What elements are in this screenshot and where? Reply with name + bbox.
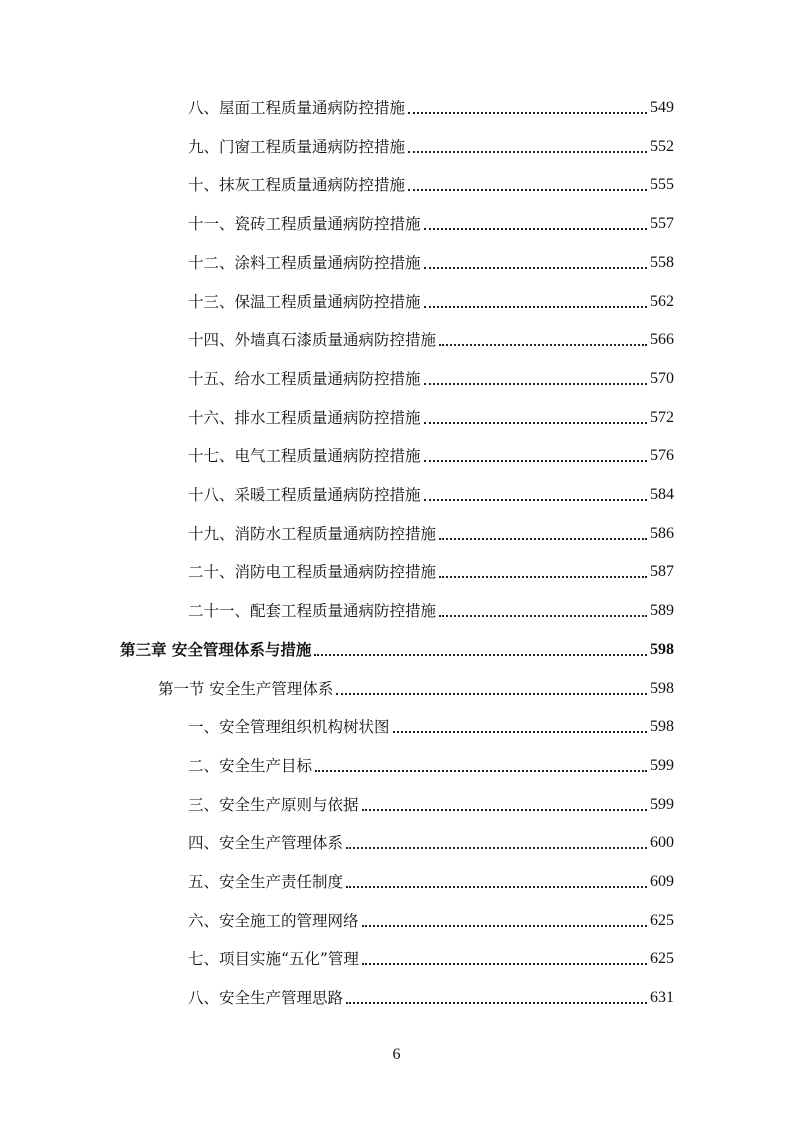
toc-dot-leader <box>424 383 647 385</box>
toc-dot-leader <box>315 770 647 772</box>
toc-entry-page: 586 <box>650 524 674 542</box>
toc-entry-page: 549 <box>650 99 674 116</box>
toc-entry[interactable] <box>188 290 674 314</box>
toc-entry-page: 584 <box>650 486 674 503</box>
toc-dot-leader <box>424 460 647 462</box>
toc-entry[interactable] <box>188 367 674 391</box>
page-number: 6 <box>392 1046 401 1063</box>
toc-entry-page: 598 <box>650 679 674 697</box>
toc-entry[interactable] <box>188 522 674 546</box>
toc-entry-page: 570 <box>650 369 674 387</box>
toc-entry-title: 五、安全生产责任制度 <box>188 873 344 891</box>
toc-entry[interactable] <box>188 560 674 584</box>
toc-dot-leader <box>393 731 647 733</box>
toc-entry-page: 555 <box>650 176 674 194</box>
toc-entry-page: 599 <box>650 795 674 813</box>
toc-dot-leader <box>439 615 647 617</box>
toc-entry-title: 十二、涂料工程质量通病防控措施 <box>188 253 421 272</box>
toc-entry[interactable] <box>188 406 674 430</box>
toc-entry-page: 558 <box>650 253 674 271</box>
toc-entry[interactable] <box>188 870 674 894</box>
toc-entry-title: 二、安全生产目标 <box>188 756 313 775</box>
toc-entry-title: 十五、给水工程质量通病防控措施 <box>188 369 421 388</box>
toc-entry-page: 598 <box>650 718 674 736</box>
toc-entry-title: 九、门窗工程质量通病防控措施 <box>188 137 406 156</box>
toc-dot-leader <box>408 112 647 114</box>
toc-entry-title: 三、安全生产原则与依据 <box>188 795 359 814</box>
toc-entry-title: 第一节 安全生产管理体系 <box>158 679 334 698</box>
toc-entry-page: 587 <box>650 563 674 581</box>
toc-entry[interactable] <box>188 444 674 468</box>
toc-entry-page: 557 <box>650 215 674 233</box>
toc-entry[interactable] <box>188 754 674 778</box>
toc-entry-title: 七、项目实施“五化”管理 <box>188 950 359 969</box>
toc-entry-title: 十三、保温工程质量通病防控措施 <box>188 292 421 311</box>
toc-entry-title: 第三章 安全管理体系与措施 <box>120 639 312 659</box>
toc-dot-leader <box>424 422 647 424</box>
toc-entry-page: 552 <box>650 137 674 155</box>
toc-section-entry[interactable] <box>158 677 674 701</box>
toc-entry[interactable] <box>188 793 674 817</box>
toc-entry-page: 631 <box>650 989 674 1007</box>
toc-entry[interactable] <box>188 986 674 1010</box>
toc-entry-page: 566 <box>650 331 674 349</box>
toc-entry[interactable] <box>188 328 674 352</box>
toc-dot-leader <box>314 654 647 656</box>
toc-dot-leader <box>346 847 647 849</box>
toc-entry-page: 562 <box>650 292 674 310</box>
toc-dot-leader <box>439 538 647 540</box>
toc-dot-leader <box>424 228 647 230</box>
toc-dot-leader <box>424 499 647 501</box>
toc-entry-title: 十四、外墙真石漆质量通病防控措施 <box>188 331 437 350</box>
toc-dot-leader <box>424 306 647 308</box>
toc-dot-leader <box>439 576 647 578</box>
toc-entry-title: 一、安全管理组织机构树状图 <box>188 718 390 737</box>
toc-entry-title: 二十、消防电工程质量通病防控措施 <box>188 563 437 582</box>
toc-dot-leader <box>346 1002 647 1004</box>
toc-entry[interactable] <box>188 135 674 159</box>
toc-dot-leader <box>424 267 647 269</box>
toc-entry-title: 二十一、配套工程质量通病防控措施 <box>188 602 437 621</box>
toc-entry[interactable] <box>188 599 674 623</box>
toc-entry-page: 600 <box>650 834 674 852</box>
toc-entry-title: 十七、电气工程质量通病防控措施 <box>188 447 421 466</box>
toc-dot-leader <box>362 809 647 811</box>
toc-entry-title: 十八、采暖工程质量通病防控措施 <box>188 486 421 504</box>
toc-dot-leader <box>362 963 647 965</box>
toc-entry[interactable] <box>188 715 674 739</box>
toc-dot-leader <box>336 693 647 695</box>
toc-entry[interactable] <box>188 251 674 275</box>
toc-entry-title: 十九、消防水工程质量通病防控措施 <box>188 524 437 543</box>
toc-entry[interactable] <box>188 483 674 507</box>
toc-entry-page: 598 <box>650 640 674 658</box>
toc-entry-title: 十、抹灰工程质量通病防控措施 <box>188 176 406 195</box>
toc-dot-leader <box>346 886 647 888</box>
toc-entry-title: 十一、瓷砖工程质量通病防控措施 <box>188 215 421 234</box>
toc-dot-leader <box>408 151 647 153</box>
toc-entry-title: 八、屋面工程质量通病防控措施 <box>188 99 406 117</box>
toc-entry[interactable] <box>188 947 674 971</box>
toc-entry-page: 625 <box>650 950 674 968</box>
toc-entry-title: 六、安全施工的管理网络 <box>188 911 359 930</box>
toc-entry[interactable] <box>188 909 674 933</box>
toc-entry-page: 609 <box>650 873 674 890</box>
toc-entry[interactable] <box>188 96 674 120</box>
toc-entry[interactable] <box>188 831 674 855</box>
toc-entry-title: 四、安全生产管理体系 <box>188 834 344 853</box>
toc-entry-page: 625 <box>650 911 674 929</box>
toc-entry-title: 十六、排水工程质量通病防控措施 <box>188 408 421 427</box>
toc-entry-title: 八、安全生产管理思路 <box>188 989 344 1008</box>
toc-entry-page: 599 <box>650 756 674 774</box>
toc-entry-page: 572 <box>650 408 674 426</box>
toc-entry[interactable] <box>188 173 674 197</box>
toc-dot-leader <box>439 344 647 346</box>
toc-chapter-entry[interactable] <box>120 638 674 662</box>
toc-entry-page: 589 <box>650 602 674 620</box>
toc-entry[interactable] <box>188 212 674 236</box>
toc-entry-page: 576 <box>650 447 674 465</box>
toc-dot-leader <box>408 189 647 191</box>
toc-dot-leader <box>362 925 647 927</box>
